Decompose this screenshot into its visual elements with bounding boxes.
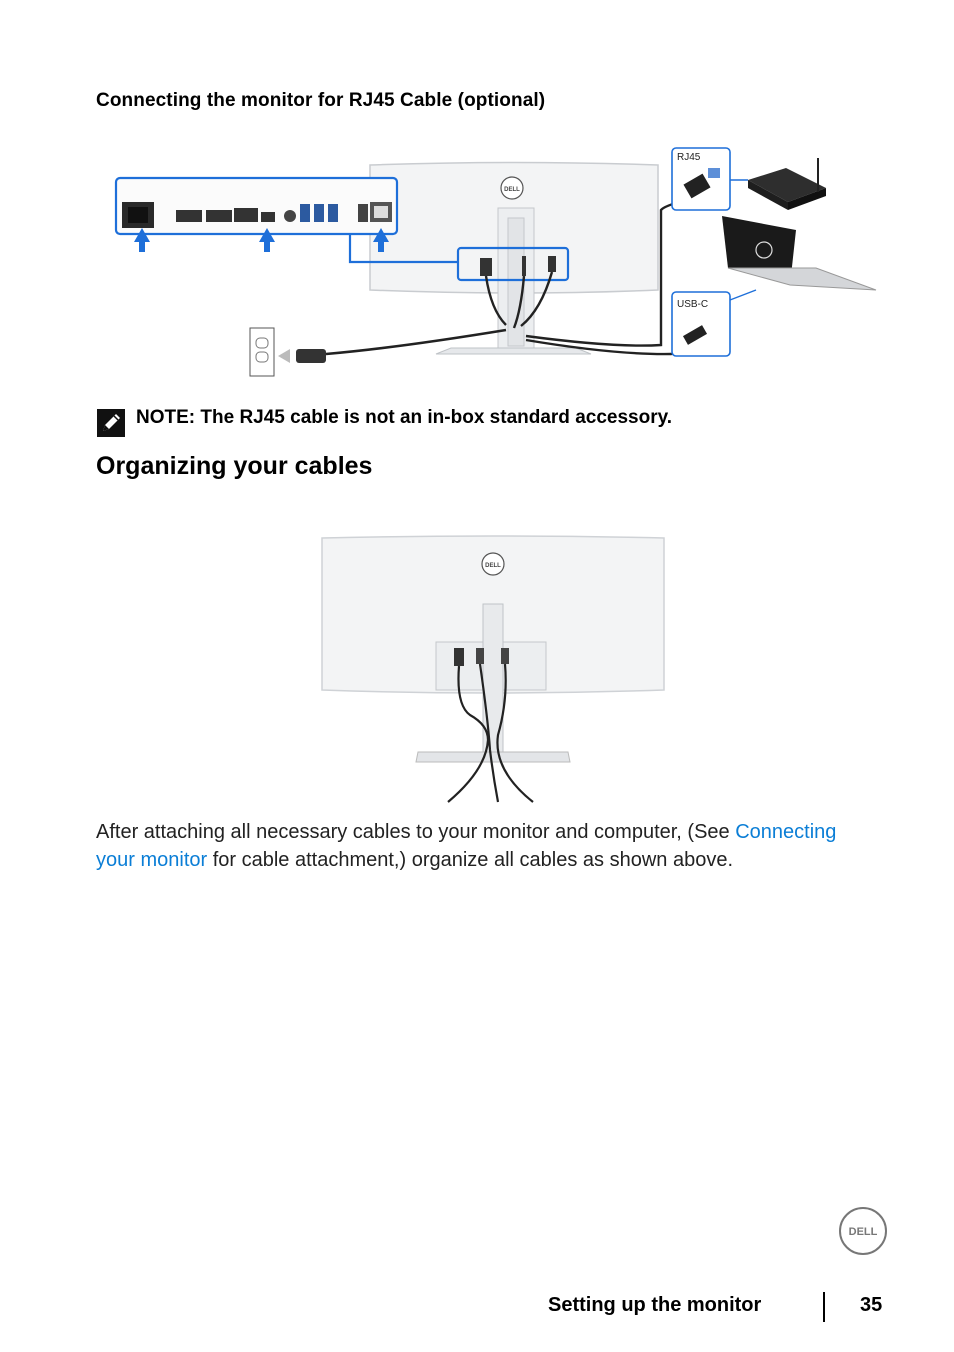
- footer-section-title: Setting up the monitor: [548, 1294, 762, 1316]
- page-number: 35: [860, 1294, 883, 1316]
- section-heading: Connecting the monitor for RJ45 Cable (optional): [96, 90, 546, 111]
- paragraph-part2: for cable attachment,) organize all cables as shown above.: [207, 849, 734, 871]
- rj45-connection-diagram: [96, 140, 896, 385]
- connecting-your-monitor-link[interactable]: Connecting your monitor: [96, 821, 837, 871]
- rj45-label: RJ45: [677, 152, 701, 163]
- dell-logo-icon: [838, 1206, 888, 1256]
- cable-management-diagram: [318, 530, 668, 805]
- monitor-dell-logo: DELL: [504, 187, 520, 193]
- footer-separator: [823, 1292, 825, 1322]
- footer-logo-text: DELL: [848, 1226, 878, 1238]
- usbc-label: USB-C: [677, 299, 709, 310]
- organizing-heading: Organizing your cables: [96, 452, 373, 480]
- monitor-dell-logo-2: DELL: [485, 563, 501, 569]
- body-paragraph: [96, 818, 866, 874]
- pencil-note-icon: [96, 408, 126, 438]
- note-text: NOTE: The RJ45 cable is not an in-box standard accessory.: [136, 407, 673, 428]
- paragraph-part1: After attaching all necessary cables to your monitor and computer, (See: [96, 821, 736, 843]
- cable-management-figure: [318, 530, 668, 805]
- rj45-connection-figure: [96, 140, 896, 385]
- note-box: [96, 404, 856, 440]
